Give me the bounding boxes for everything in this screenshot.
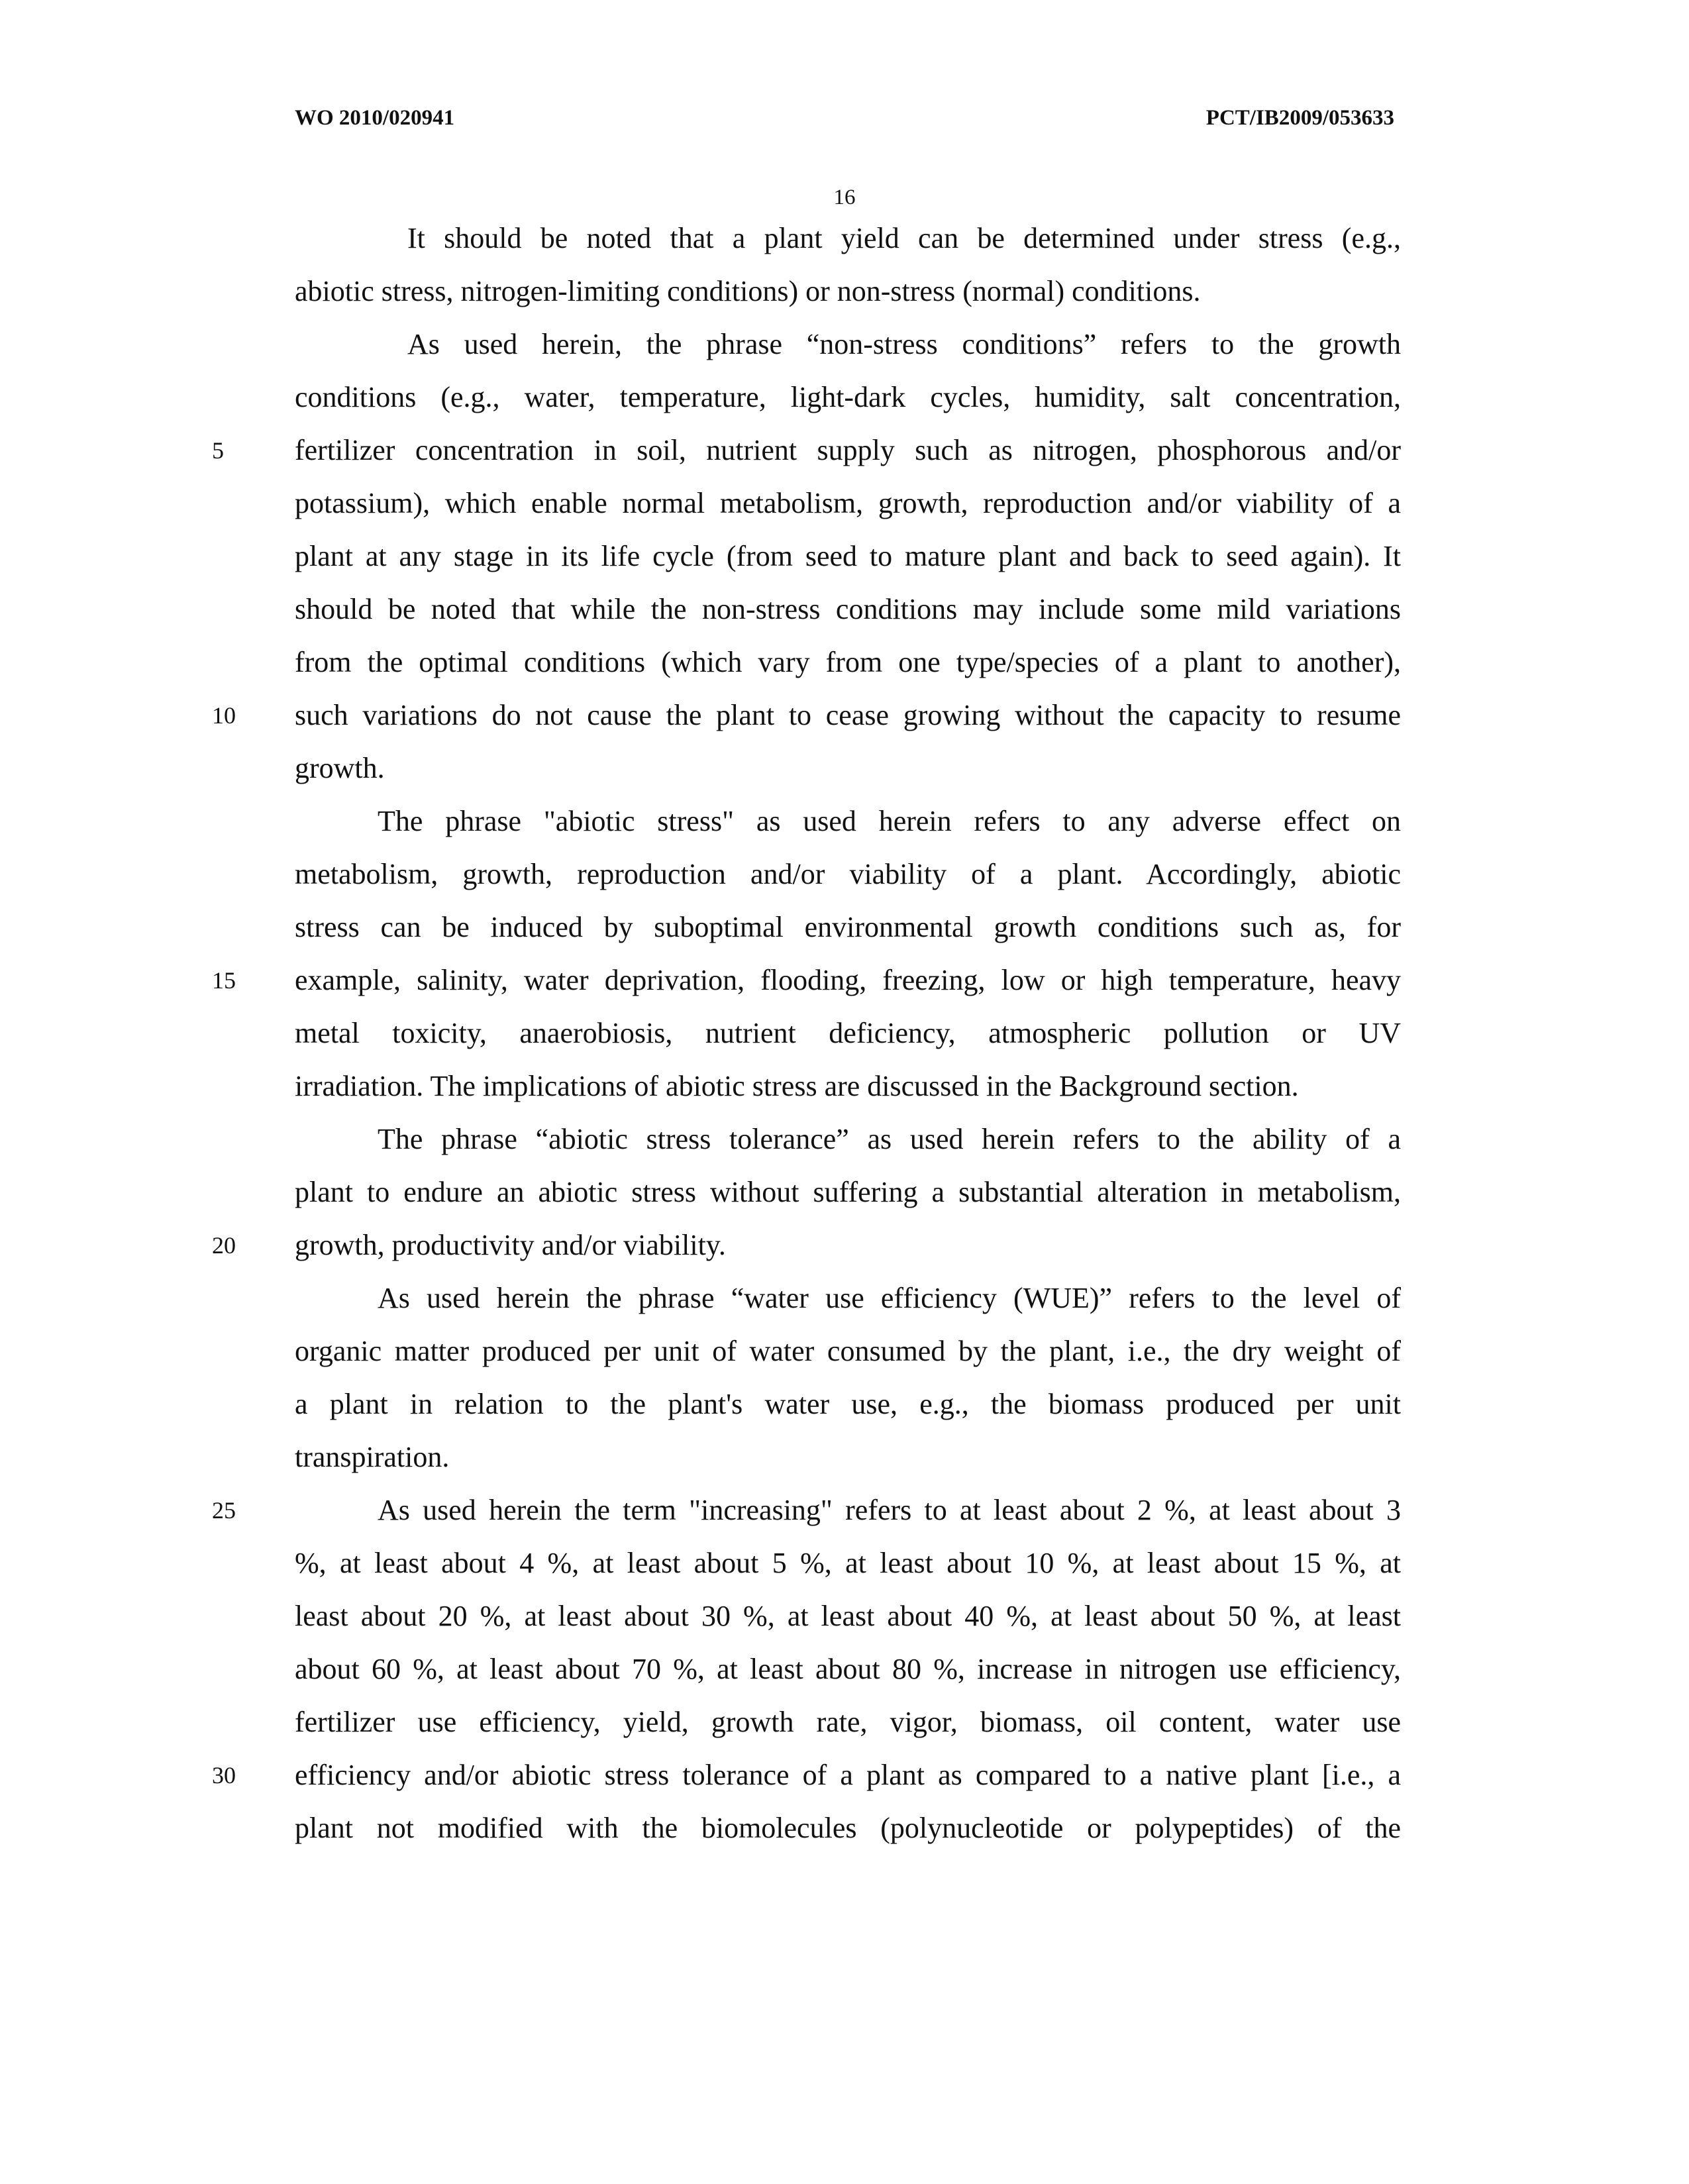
text-line: %, at least about 4 %, at least about 5 %, at least about 10 %, at least about 15 %, at xyxy=(295,1547,1401,1579)
text-line: should be noted that while the non-stress conditions may include some mild variations xyxy=(295,593,1401,625)
text-line: a plant in relation to the plant's water use, e.g., the biomass produced per unit xyxy=(295,1388,1401,1420)
text-line: from the optimal conditions (which vary from one type/species of a plant to another), xyxy=(295,646,1401,678)
text-line: such variations do not cause the plant to cease growing without the capacity to resume xyxy=(295,699,1401,731)
text-line: plant to endure an abiotic stress without suffering a substantial alteration in metabolism, xyxy=(295,1176,1401,1208)
publication-number: WO 2010/020941 xyxy=(295,106,455,130)
text-line: organic matter produced per unit of water consumed by the plant, i.e., the dry weight of xyxy=(295,1335,1401,1367)
text-line: As used herein the term "increasing" refers to at least about 2 %, at least about 3 xyxy=(378,1494,1401,1526)
text-line: abiotic stress, nitrogen-limiting conditions) or non-stress (normal) conditions. xyxy=(295,275,1201,307)
page-number: 16 xyxy=(833,185,856,209)
text-line: example, salinity, water deprivation, flooding, freezing, low or high temperature, heavy xyxy=(295,964,1401,996)
text-line: conditions (e.g., water, temperature, light-dark cycles, humidity, salt concentration, xyxy=(295,381,1401,413)
line-number: 10 xyxy=(212,702,236,729)
line-number: 25 xyxy=(212,1497,236,1524)
text-line: efficiency and/or abiotic stress tolerance of a plant as compared to a native plant [i.e., a xyxy=(295,1759,1401,1791)
text-line: plant not modified with the biomolecules (polynucleotide or polypeptides) of the xyxy=(295,1812,1401,1844)
text-line: transpiration. xyxy=(295,1441,450,1473)
text-line: The phrase "abiotic stress" as used herein refers to any adverse effect on xyxy=(378,805,1401,837)
text-line: potassium), which enable normal metabolism, growth, reproduction and/or viability of a xyxy=(295,487,1401,519)
text-line: growth, productivity and/or viability. xyxy=(295,1229,726,1261)
text-line: fertilizer concentration in soil, nutrient supply such as nitrogen, phosphorous and/or xyxy=(295,434,1401,466)
line-number: 30 xyxy=(212,1762,236,1789)
text-line: As used herein, the phrase “non-stress conditions” refers to the growth xyxy=(407,328,1401,360)
text-line: fertilizer use efficiency, yield, growth rate, vigor, biomass, oil content, water use xyxy=(295,1706,1401,1738)
line-number: 5 xyxy=(212,437,224,464)
text-line: metal toxicity, anaerobiosis, nutrient deficiency, atmospheric pollution or UV xyxy=(295,1017,1401,1049)
line-number: 20 xyxy=(212,1232,236,1259)
text-line: plant at any stage in its life cycle (from seed to mature plant and back to seed again). It xyxy=(295,540,1401,572)
text-line: The phrase “abiotic stress tolerance” as used herein refers to the ability of a xyxy=(378,1123,1401,1155)
text-line: least about 20 %, at least about 30 %, at least about 40 %, at least about 50 %, at least xyxy=(295,1600,1401,1632)
text-line: growth. xyxy=(295,752,385,784)
line-number: 15 xyxy=(212,967,236,994)
text-line: about 60 %, at least about 70 %, at least about 80 %, increase in nitrogen use efficiency, xyxy=(295,1653,1401,1685)
application-number: PCT/IB2009/053633 xyxy=(1205,106,1394,130)
text-line: As used herein the phrase “water use efficiency (WUE)” refers to the level of xyxy=(378,1282,1401,1314)
text-line: It should be noted that a plant yield can be determined under stress (e.g., xyxy=(407,222,1401,254)
text-line: irradiation. The implications of abiotic stress are discussed in the Background section. xyxy=(295,1070,1299,1102)
text-line: stress can be induced by suboptimal environmental growth conditions such as, for xyxy=(295,911,1401,943)
text-line: metabolism, growth, reproduction and/or viability of a plant. Accordingly, abiotic xyxy=(295,858,1401,890)
